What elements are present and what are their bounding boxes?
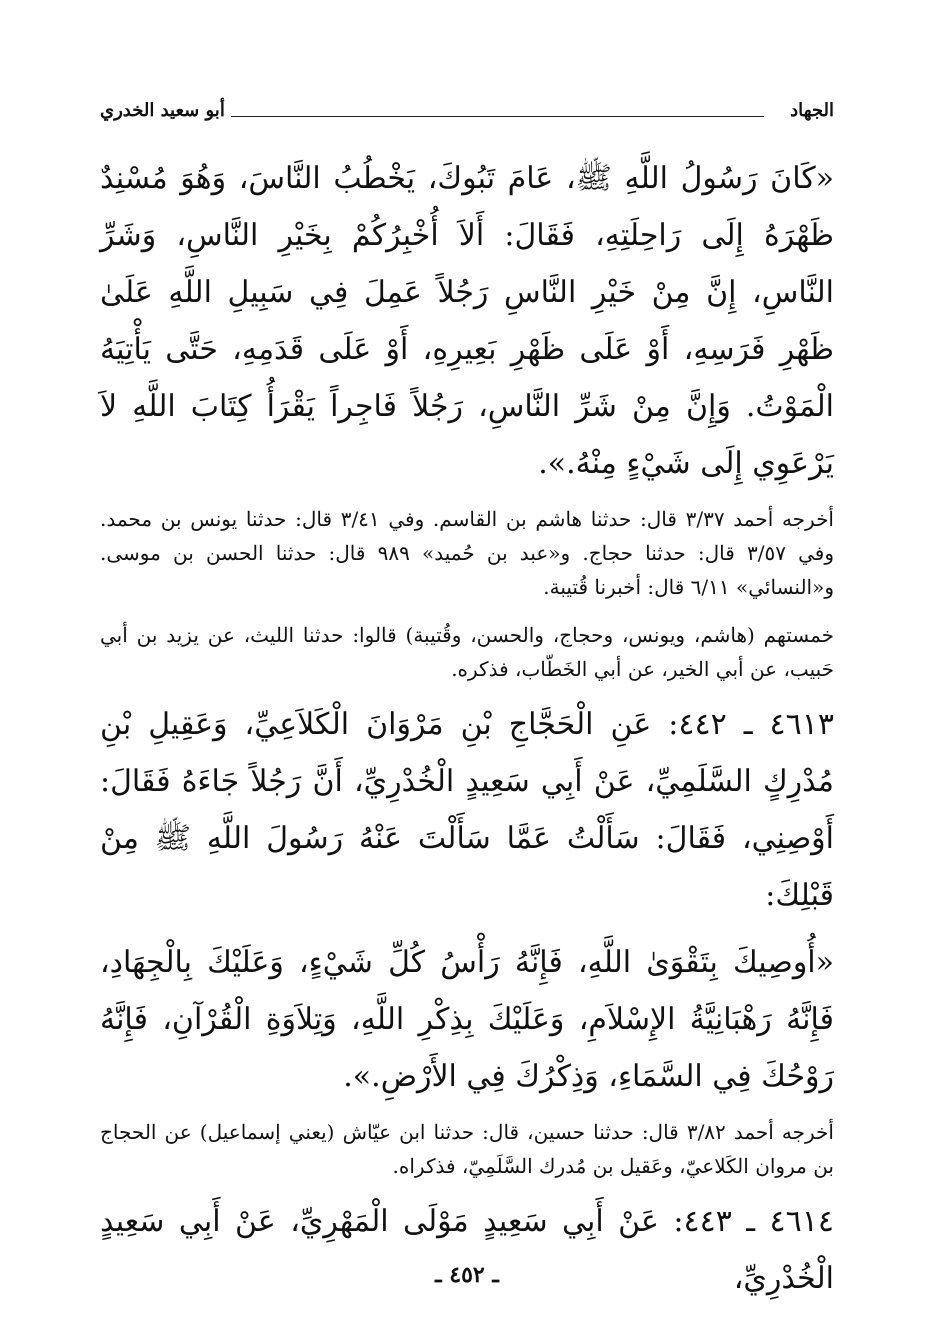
chain-note: خمستهم (هاشم، ويونس، وحجاج، والحسن، وقُتيبة) قالوا: حدثنا الليث، عن يزيد بن أبي حَبيب، عن أبي الخير، عن أبي الخَطّاب، فذكره. xyxy=(100,623,834,681)
page-body xyxy=(100,150,834,1307)
running-header xyxy=(100,100,834,130)
chapter-title: الجهاد xyxy=(784,100,834,121)
hadith-intro: ٤٦١٣ ـ ٤٤٢: عَنِ الْحَجَّاجِ بْنِ مَرْوَانَ الْكَلاَعِيِّ، وَعَقِيلِ بْنِ مُدْرِكٍ السَّلَمِيِّ، عَنْ أَبِي سَعِيدٍ الْخُدْرِيِّ، أَنَّ رَجُلاً جَاءَهُ فَقَالَ: أَوْصِنِي، فَقَالَ: سَأَلْتُ عَمَّا سَأَلْتَ عَنْهُ رَسُولَ اللَّهِ ﷺ مِنْ قَبْلِكَ: xyxy=(100,707,834,913)
hadith-text: «أُوصِيكَ بِتَقْوَىٰ اللَّهِ، فَإِنَّهُ رَأْسُ كُلِّ شَيْءٍ، وَعَلَيْكَ بِالْجِهَادِ، فَإِنَّهُ رَهْبَانِيَّةُ الإِسْلاَمِ، وَعَلَيْكَ بِذِكْرِ اللَّهِ، وَتِلاَوَةِ الْقُرْآنِ، فَإِنَّهُ رَوْحُكَ فِي السَّمَاءِ، وَذِكْرُكَ فِي الأَرْضِ.». xyxy=(100,945,834,1094)
page-number: ـ ٤٥٢ ـ xyxy=(435,1262,499,1288)
hadith-text: «كَانَ رَسُولُ اللَّهِ ﷺ، عَامَ تَبُوكَ، يَخْطُبُ النَّاسَ، وَهُوَ مُسْنِدٌ ظَهْرَهُ إِلَى رَاحِلَتِهِ، فَقَالَ: أَلاَ أُخْبِرُكُمْ بِخَيْرِ النَّاسِ، وَشَرِّ النَّاسِ، إِنَّ مِنْ خَيْرِ النَّاسِ رَجُلاً عَمِلَ فِي سَبِيلِ اللَّهِ عَلَىٰ ظَهْرِ فَرَسِهِ، أَوْ عَلَى ظَهْرِ بَعِيرِهِ، أَوْ عَلَى قَدَمِهِ، حَتَّى يَأْتِيَهُ الْمَوْتُ. وَإِنَّ مِنْ شَرِّ النَّاسِ، رَجُلاً فَاجِراً يَقْرَأُ كِتَابَ اللَّهِ لاَ يَرْعَوِي إِلَى شَيْءٍ مِنْهُ.». xyxy=(100,161,834,481)
takhrij-note: أخرجه أحمد ٣/٣٧ قال: حدثنا هاشم بن القاسم. وفي ٣/٤١ قال: حدثنا يونس بن محمد. وفي ٣/٥٧ قال: حدثنا حجاج. و«عبد بن حُميد» ٩٨٩ قال: حدثنا الحسن بن موسى. و«النسائي» ٦/١١ قال: أخبرنا قُتيبة. xyxy=(100,507,834,599)
hadith-intro: ٤٦١٤ ـ ٤٤٣: عَنْ أَبِي سَعِيدٍ مَوْلَى الْمَهْرِيِّ، عَنْ أَبِي سَعِيدٍ الْخُدْرِيِّ، xyxy=(100,1204,834,1296)
narrator-title: أبو سعيد الخدري xyxy=(100,100,231,121)
takhrij-note: أخرجه أحمد ٣/٨٢ قال: حدثنا حسين، قال: حدثنا ابن عيّاش (يعني إسماعيل) عن الحجاج بن مروان الكَلاعيّ، وعَقيل بن مُدرك السَّلَمِيّ، فذكراه. xyxy=(100,1120,834,1178)
header-rule xyxy=(210,116,764,117)
